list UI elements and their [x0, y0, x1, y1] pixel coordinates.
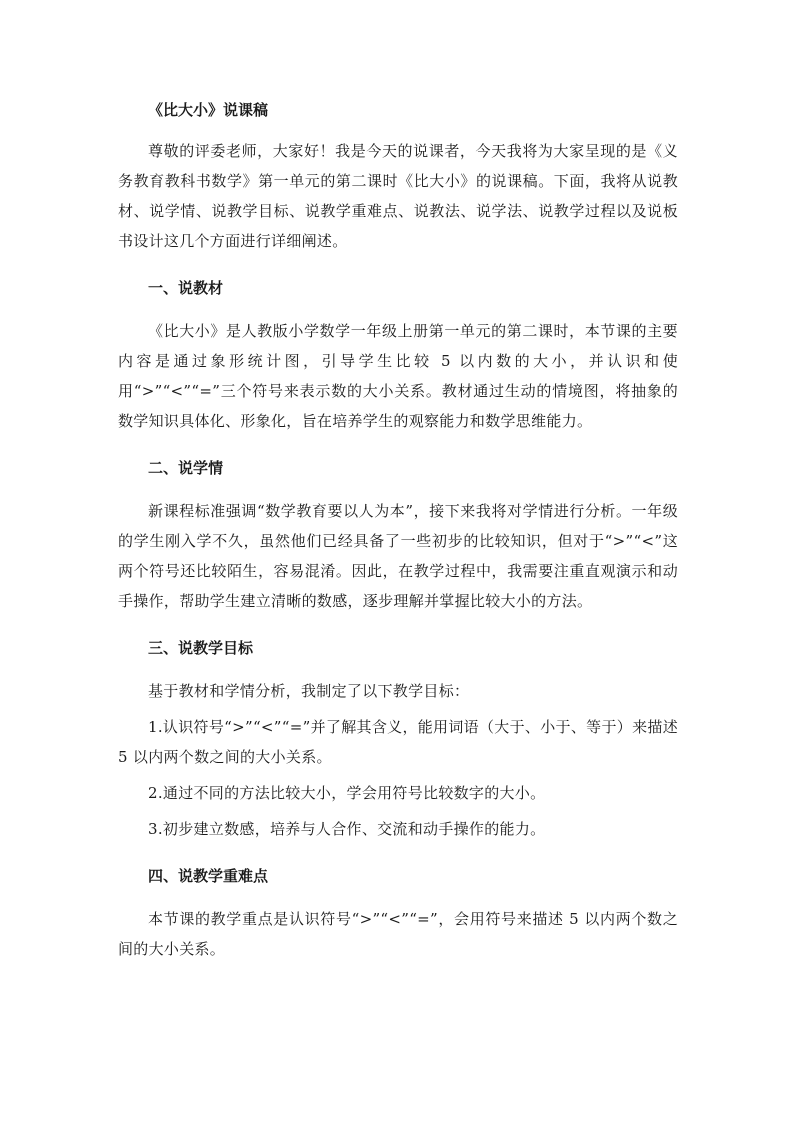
intro-paragraph: 尊敬的评委老师，大家好！我是今天的说课者，今天我将为大家呈现的是《义务教育教科书数学》第一单元的第二课时《比大小》的说课稿。下面，我将从说教材、说学情、说教学目标、说教学重难点、说教法、说学法、说教学过程以及说板书设计这几个方面进行详细阐述。 — [118, 142, 678, 250]
section-heading-students: 二、说学情 — [148, 459, 224, 477]
section-body-students: 新课程标准强调“数学教育要以人为本”，接下来我将对学情进行分析。一年级的学生刚入学不久，虽然他们已经具备了一些初步的比较知识，但对于“>”“<”这两个符号还比较陌生，容易混淆。因此，在教学过程中，我需要注重直观演示和动手操作，帮助学生建立清晰的数感，逐步理解并掌握比较大小的方法。 — [118, 502, 678, 610]
section-body-key-points: 本节课的教学重点是认识符号“>”“<”“=”，会用符号来描述 5 以内两个数之间的大小关系。 — [118, 910, 678, 958]
document-title: 《比大小》说课稿 — [148, 101, 269, 119]
objective-item-1: 1.认识符号“>”“<”“=”并了解其含义，能用词语（大于、小于、等于）来描述 5 以内两个数之间的大小关系。 — [118, 718, 678, 766]
objective-item-3: 3.初步建立数感，培养与人合作、交流和动手操作的能力。 — [148, 820, 546, 838]
objective-item-2: 2.通过不同的方法比较大小，学会用符号比较数字的大小。 — [148, 784, 546, 802]
section-body-textbook: 《比大小》是人教版小学数学一年级上册第一单元的第二课时，本节课的主要内容是通过象形统计图，引导学生比较 5 以内数的大小，并认识和使用“>”“<”“=”三个符号来表示数的大小关系。教材通过生动的情境图，将抽象的数学知识具体化、形象化，旨在培养学生的观察能力和数学思维能力。 — [118, 322, 678, 430]
section-heading-objectives: 三、说教学目标 — [148, 639, 254, 657]
objectives-lead: 基于教材和学情分析，我制定了以下教学目标： — [148, 682, 470, 700]
section-heading-textbook: 一、说教材 — [148, 279, 224, 297]
section-heading-key-points: 四、说教学重难点 — [148, 867, 269, 885]
